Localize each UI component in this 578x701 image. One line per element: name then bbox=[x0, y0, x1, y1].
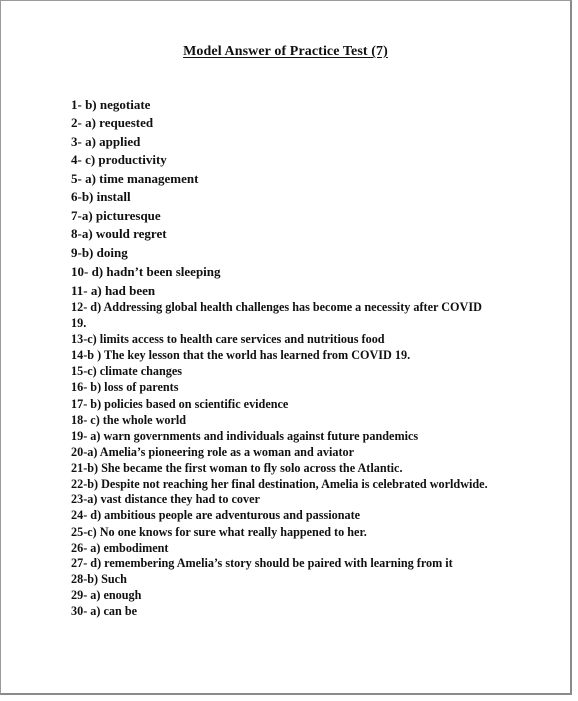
answer-item: 8-a) would regret bbox=[71, 226, 167, 241]
answer-item: 1- b) negotiate bbox=[71, 97, 151, 112]
answer-item: 27- d) remembering Amelia’s story should be paired with learning from it bbox=[71, 556, 453, 570]
answer-item: 10- d) hadn’t been sleeping bbox=[71, 264, 221, 279]
answer-item: 11- a) had been bbox=[71, 283, 156, 298]
answer-item: 24- d) ambitious people are adventurous and passionate bbox=[71, 508, 361, 522]
answer-item: 25-c) No one knows for sure what really happened to her. bbox=[71, 525, 367, 539]
answer-item: 19- a) warn governments and individuals against future pandemics bbox=[71, 429, 419, 443]
answer-item: 3- a) applied bbox=[71, 134, 141, 149]
answer-item: 7-a) picturesque bbox=[71, 208, 161, 223]
answer-item: 21-b) She became the first woman to fly solo across the Atlantic. bbox=[71, 461, 403, 475]
answer-item: 20-a) Amelia’s pioneering role as a woman and aviator bbox=[71, 445, 355, 459]
answer-item: 5- a) time management bbox=[71, 171, 199, 186]
answer-item: 22-b) Despite not reaching her final destination, Amelia is celebrated worldwide. bbox=[71, 477, 488, 491]
answer-item: 12- d) Addressing global health challenges has become a necessity after COVID 19. bbox=[71, 300, 482, 330]
answer-item: 30- a) can be bbox=[71, 604, 138, 618]
answer-item: 18- c) the whole world bbox=[71, 413, 187, 427]
answer-item: 16- b) loss of parents bbox=[71, 380, 179, 394]
answer-item: 26- a) embodiment bbox=[71, 541, 169, 555]
answer-item: 28-b) Such bbox=[71, 572, 127, 586]
answer-item: 14-b ) The key lesson that the world has learned from COVID 19. bbox=[71, 348, 411, 362]
answer-item: 4- c) productivity bbox=[71, 152, 167, 167]
answer-item: 17- b) policies based on scientific evidence bbox=[71, 397, 289, 411]
answer-item: 6-b) install bbox=[71, 189, 131, 204]
answer-item: 13-c) limits access to health care services and nutritious food bbox=[71, 332, 385, 346]
answer-item: 2- a) requested bbox=[71, 115, 154, 130]
answer-item: 29- a) enough bbox=[71, 588, 142, 602]
document-title: Model Answer of Practice Test (7) bbox=[183, 44, 388, 59]
answer-item: 15-c) climate changes bbox=[71, 364, 183, 378]
answer-item: 23-a) vast distance they had to cover bbox=[71, 492, 260, 506]
answer-item: 9-b) doing bbox=[71, 245, 128, 260]
